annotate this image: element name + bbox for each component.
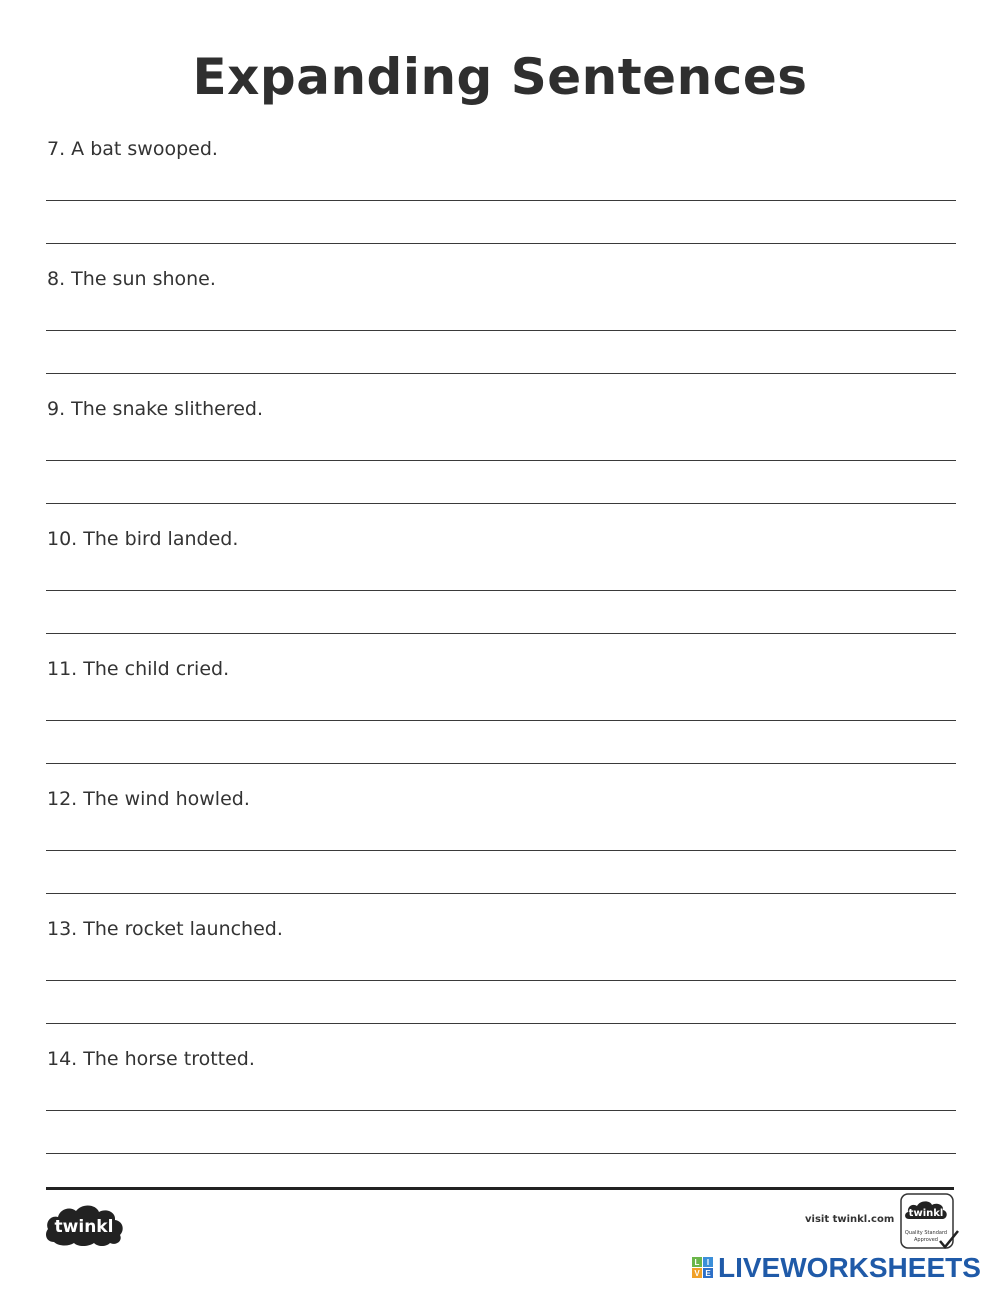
svg-text:E: E [705,1269,711,1278]
question-prompt: 11. The child cried. [47,658,230,680]
answer-line[interactable] [46,243,956,244]
svg-text:I: I [706,1258,710,1267]
question-item [46,398,956,518]
twinkl-logo [44,1200,126,1248]
answer-line[interactable] [46,460,956,461]
answer-line[interactable] [46,633,956,634]
question-item [46,1048,956,1168]
footer-divider [46,1187,954,1190]
svg-text:L: L [694,1258,700,1267]
liveworksheets-text: LIVEWORKSHEETS [718,1252,981,1283]
answer-line[interactable] [46,1110,956,1111]
answer-line[interactable] [46,590,956,591]
question-prompt: 9. The snake slithered. [47,398,264,420]
twinkl-logo-text: twinkl [54,1217,114,1237]
answer-line[interactable] [46,503,956,504]
question-prompt: 12. The wind howled. [47,788,250,810]
badge-line2: Approved [914,1237,938,1243]
question-prompt: 13. The rocket launched. [47,918,283,940]
liveworksheets-watermark [692,1252,981,1284]
answer-line[interactable] [46,200,956,201]
answer-line[interactable] [46,893,956,894]
answer-line[interactable] [46,850,956,851]
question-prompt: 8. The sun shone. [47,268,216,290]
question-item [46,268,956,388]
question-item [46,528,956,648]
question-item [46,918,956,1038]
answer-line[interactable] [46,373,956,374]
liveworksheets-icon [692,1257,714,1279]
question-item [46,788,956,908]
question-prompt: 14. The horse trotted. [47,1048,255,1070]
answer-line[interactable] [46,720,956,721]
answer-line[interactable] [46,1153,956,1154]
question-prompt: 10. The bird landed. [47,528,239,550]
question-item [46,658,956,778]
answer-line[interactable] [46,763,956,764]
badge-line1: Quality Standard [904,1230,948,1236]
quality-badge [900,1193,960,1251]
answer-line[interactable] [46,330,956,331]
answer-line[interactable] [46,980,956,981]
answer-line[interactable] [46,1023,956,1024]
question-item [46,138,956,258]
visit-link[interactable]: visit twinkl.com [805,1214,895,1225]
svg-text:V: V [694,1269,700,1278]
page-title: Expanding Sentences [192,48,808,106]
question-prompt: 7. A bat swooped. [47,138,218,160]
badge-brand-text: twinkl [908,1208,944,1219]
